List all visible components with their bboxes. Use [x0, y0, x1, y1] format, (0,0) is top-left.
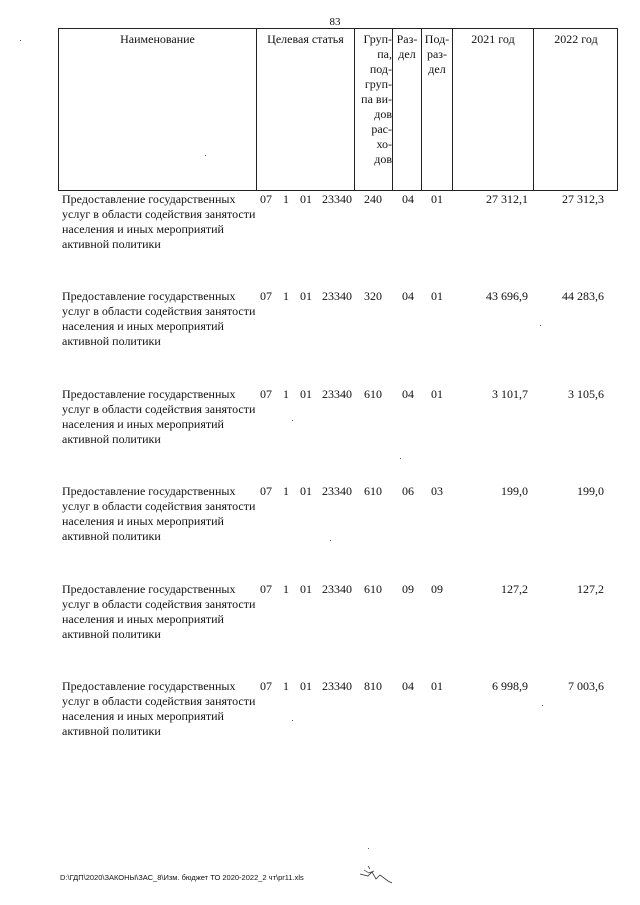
table-row: [0, 582, 640, 662]
header-name: Наименование: [120, 32, 195, 46]
target-code-program: 07: [260, 582, 272, 596]
scan-speck: [400, 458, 401, 459]
table-row: [0, 679, 640, 759]
file-path-footer: D:\ГДП\2020\ЗАКОНЫ\ЗАС_8\Изм. бюджет ТО 2020-2022_2 чт\pr11.xls: [60, 873, 304, 882]
target-code-direction: 23340: [322, 192, 352, 206]
target-code-subprogram: 1: [283, 289, 289, 303]
amount-2021-cell: 127,2: [501, 582, 528, 596]
header-year-2021: 2021 год: [471, 32, 515, 46]
target-code-subprogram: 1: [283, 582, 289, 596]
target-code-measure: 01: [300, 387, 312, 401]
amount-2022-cell: 127,2: [577, 582, 604, 596]
target-code-subprogram: 1: [283, 192, 289, 206]
row-name: Предоставление государственных услуг в области содействия занятости населения и иных мероприятий активной политики: [62, 679, 256, 738]
target-code-direction: 23340: [322, 582, 352, 596]
expense-group-cell: 810: [364, 679, 382, 693]
header-expense-group: Груп- па, под- груп- па ви- дов рас- хо- дов: [361, 32, 392, 166]
subsection-cell: 01: [431, 387, 443, 401]
target-code-measure: 01: [300, 582, 312, 596]
section-cell: 04: [402, 289, 414, 303]
table-row: [0, 192, 640, 272]
expense-group-cell: 610: [364, 484, 382, 498]
expense-group-cell: 610: [364, 582, 382, 596]
amount-2022-cell: 199,0: [577, 484, 604, 498]
scan-speck: [205, 155, 206, 156]
amount-2021-cell: 6 998,9: [492, 679, 528, 693]
scan-speck: [292, 420, 293, 421]
amount-2021-cell: 3 101,7: [492, 387, 528, 401]
scan-speck: [330, 540, 331, 541]
target-code-program: 07: [260, 387, 272, 401]
target-code-program: 07: [260, 679, 272, 693]
target-code-direction: 23340: [322, 289, 352, 303]
target-code-subprogram: 1: [283, 679, 289, 693]
section-cell: 04: [402, 192, 414, 206]
table-row: [0, 289, 640, 369]
amount-2022-cell: 27 312,3: [562, 192, 604, 206]
amount-2021-cell: 199,0: [501, 484, 528, 498]
scan-speck: [292, 720, 293, 721]
expense-group-cell: 320: [364, 289, 382, 303]
column-divider: [256, 29, 257, 190]
section-cell: 04: [402, 679, 414, 693]
amount-2021-cell: 43 696,9: [486, 289, 528, 303]
expense-group-cell: 240: [364, 192, 382, 206]
subsection-cell: 09: [431, 582, 443, 596]
target-code-direction: 23340: [322, 387, 352, 401]
target-code-measure: 01: [300, 192, 312, 206]
header-target-article: Целевая статья: [267, 32, 344, 46]
table-header: [58, 28, 618, 191]
column-divider: [533, 29, 534, 190]
target-code-direction: 23340: [322, 679, 352, 693]
page-number: 83: [329, 16, 341, 28]
signature-mark: [358, 862, 394, 888]
table-row: [0, 484, 640, 564]
subsection-cell: 01: [431, 192, 443, 206]
scan-speck: [20, 40, 21, 41]
scan-speck: [542, 705, 543, 706]
section-cell: 09: [402, 582, 414, 596]
scan-speck: [368, 848, 369, 849]
table-row: [0, 387, 640, 467]
amount-2022-cell: 3 105,6: [568, 387, 604, 401]
column-divider: [452, 29, 453, 190]
target-code-direction: 23340: [322, 484, 352, 498]
target-code-measure: 01: [300, 289, 312, 303]
subsection-cell: 03: [431, 484, 443, 498]
row-name: Предоставление государственных услуг в области содействия занятости населения и иных мероприятий активной политики: [62, 192, 256, 251]
expense-group-cell: 610: [364, 387, 382, 401]
section-cell: 06: [402, 484, 414, 498]
amount-2021-cell: 27 312,1: [486, 192, 528, 206]
header-section: Раз- дел: [396, 32, 418, 61]
header-subsection: Под- раз- дел: [424, 32, 450, 76]
subsection-cell: 01: [431, 289, 443, 303]
target-code-measure: 01: [300, 679, 312, 693]
amount-2022-cell: 44 283,6: [562, 289, 604, 303]
row-name: Предоставление государственных услуг в области содействия занятости населения и иных мероприятий активной политики: [62, 387, 256, 446]
row-name: Предоставление государственных услуг в области содействия занятости населения и иных мероприятий активной политики: [62, 582, 256, 641]
target-code-subprogram: 1: [283, 484, 289, 498]
header-year-2022: 2022 год: [554, 32, 598, 46]
target-code-program: 07: [260, 192, 272, 206]
section-cell: 04: [402, 387, 414, 401]
subsection-cell: 01: [431, 679, 443, 693]
amount-2022-cell: 7 003,6: [568, 679, 604, 693]
scan-speck: [540, 325, 541, 326]
row-name: Предоставление государственных услуг в области содействия занятости населения и иных мероприятий активной политики: [62, 289, 256, 348]
target-code-program: 07: [260, 484, 272, 498]
target-code-subprogram: 1: [283, 387, 289, 401]
target-code-measure: 01: [300, 484, 312, 498]
row-name: Предоставление государственных услуг в области содействия занятости населения и иных мероприятий активной политики: [62, 484, 256, 543]
target-code-program: 07: [260, 289, 272, 303]
